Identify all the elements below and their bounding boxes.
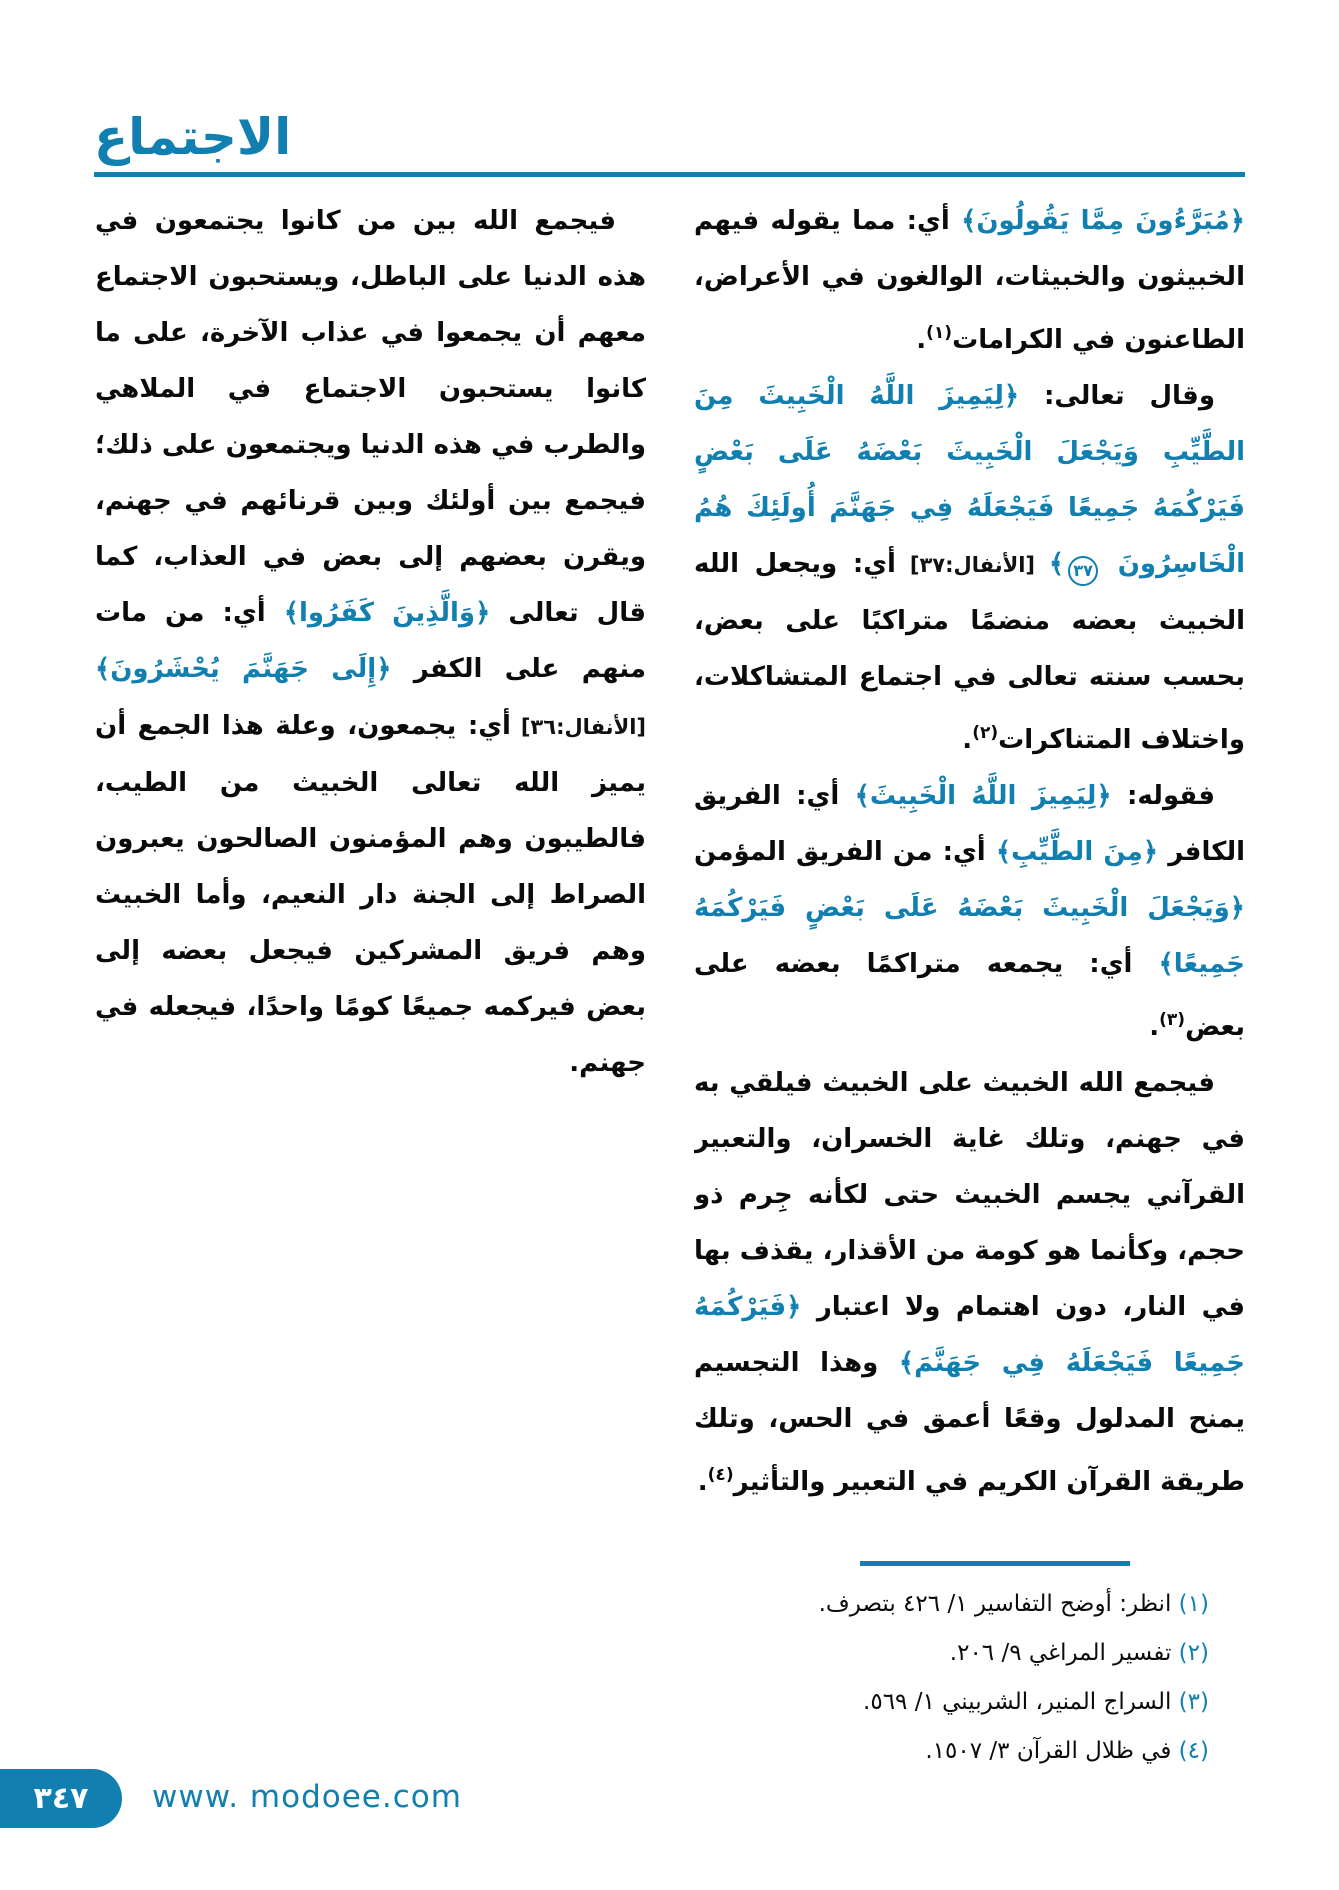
footnote-item [694, 1678, 1245, 1727]
text-run: . [697, 1467, 708, 1497]
text-run: أي: مما يقوله فيهم الخبيثون والخبيثات، الوالغون في الأعراض، الطاعنون في الكرامات [694, 206, 1245, 355]
footnote-text: في ظلال القرآن ٣/ ١٥٠٧. [925, 1738, 1179, 1764]
verse-reference: [الأنفال:٣٧] [895, 553, 1049, 577]
paragraph [694, 193, 1245, 368]
page-number-tab [0, 1769, 122, 1828]
paragraph [694, 368, 1245, 768]
quran-quote-run: ﴿لِيَمِيزَ اللَّهُ الْخَبِيثَ﴾ [854, 781, 1112, 811]
quran-quote-run: ﴿لِيَمِيزَ اللَّهُ الْخَبِيثَ مِنَ الطَّيِّبِ وَيَجْعَلَ الْخَبِيثَ بَعْضَهُ عَلَى بَعْضٍ فَيَرْكُمَهُ جَمِيعًا فَيَجْعَلَهُ فِي جَهَنَّمَ أُولَئِكَ هُمُ الْخَاسِرُونَ [694, 381, 1245, 579]
text-run: فيجمع الله الخبيث على الخبيث فيلقي به في جهنم، وتلك غاية الخسران، والتعبير القرآني يجسم الخبيث حتى لكأنه جِرم ذو حجم، وكأنما هو كومة من الأقذار، يقذف بها في النار، دون اهتمام ولا اعتبار [694, 1068, 1245, 1322]
footnotes-list [694, 1580, 1245, 1776]
footnote-marker: (٤) [707, 1465, 734, 1485]
text-run: فيجمع الله بين من كانوا يجتمعون في هذه الدنيا على الباطل، ويستحبون الاجتماع معهم أن يجمعوا في عذاب الآخرة، على ما كانوا يستحبون الاجتماع في الملاهي والطرب في هذه الدنيا ويجتمعون على ذلك؛ فيجمع بين أولئك وبين قرنائهم في جهنم، ويقرن بعضهم إلى بعض في العذاب، كما قال تعالى [95, 206, 646, 628]
footnote-marker: (٣) [1159, 1010, 1186, 1030]
text-run: أي: ويجعل الله الخبيث بعضه منضمًا متراكبًا على بعض، بحسب سنته تعالى في اجتماع المتشاكلات، واختلاف المتناكرات [694, 549, 1245, 755]
text-run: أي: من الفريق المؤمن [694, 837, 996, 867]
footnote-text: تفسير المراغي ٩/ ٢٠٦. [949, 1640, 1179, 1666]
ayah-number-badge: ٣٧ [1068, 556, 1098, 586]
paragraph [694, 1055, 1245, 1510]
footnote-item [694, 1727, 1245, 1776]
footnote-number: (٣) [1178, 1689, 1209, 1715]
quran-quote-run: ﴿مِنَ الطَّيِّبِ﴾ [995, 837, 1159, 867]
quran-quote-run: ﴿فَيَرْكُمَهُ جَمِيعًا فَيَجْعَلَهُ فِي جَهَنَّمَ﴾ [694, 1292, 1245, 1378]
column-left-body [95, 193, 646, 1097]
footnote-number: (١) [1178, 1591, 1209, 1617]
website-url: www. modoee.com [152, 1779, 462, 1815]
footnote-text: السراج المنير، الشربيني ١/ ٥٦٩. [863, 1689, 1179, 1715]
footnote-item [694, 1629, 1245, 1678]
text-run: . [916, 325, 927, 355]
quran-quote-run: ﴿وَيَجْعَلَ الْخَبِيثَ بَعْضَهُ عَلَى بَعْضٍ فَيَرْكُمَهُ جَمِيعًا﴾ [694, 893, 1245, 979]
quran-quote-run: ﴿إِلَى جَهَنَّمَ يُحْشَرُونَ﴾ [95, 654, 392, 684]
verse-reference: [الأنفال:٣٦] [510, 715, 646, 739]
paragraph [95, 193, 646, 1091]
text-run: أي: يجمعه متراكمًا بعضه على بعض [694, 949, 1245, 1042]
footnote-number: (٢) [1178, 1640, 1209, 1666]
page-header [94, 82, 1245, 177]
quran-quote-run: ﴿مُبَرَّءُونَ مِمَّا يَقُولُونَ﴾ [961, 206, 1245, 236]
footnote-number: (٤) [1178, 1738, 1209, 1764]
text-run: فقوله: [1111, 781, 1215, 811]
page-number: ٣٤٧ [33, 1781, 89, 1816]
text-run: . [1149, 1012, 1160, 1042]
footnote-marker: (٢) [972, 723, 999, 743]
text-run: أي: يجمعون، وعلة هذا الجمع أن يميز الله تعالى الخبيث من الطيب، فالطيبون وهم المؤمنون الصالحون يعبرون الصراط إلى الجنة دار النعيم، وأما الخبيث وهم فريق المشركين فيجعل بعضه إلى بعض فيركمه جميعًا كومًا واحدًا، فيجعله في جهنم. [95, 711, 646, 1078]
quran-quote-run: ﴿وَالَّذِينَ كَفَرُوا﴾ [283, 598, 491, 628]
page-title: الاجتماع [94, 108, 292, 166]
text-run: وهذا التجسيم يمنح المدلول وقعًا أعمق في الحس، وتلك طريقة القرآن الكريم في التعبير والتأثير [694, 1348, 1245, 1497]
footnotes-divider [860, 1561, 1130, 1566]
column-left [95, 193, 646, 1097]
text-run: . [962, 725, 973, 755]
column-right-body [694, 193, 1245, 1537]
footnotes-section [694, 1561, 1245, 1776]
column-right [694, 193, 1245, 1776]
text-run: أي: الفريق الكافر [694, 781, 1245, 867]
footnote-marker: (١) [926, 323, 953, 343]
footnote-text: انظر: أوضح التفاسير ١/ ٤٢٦ بتصرف. [818, 1591, 1179, 1617]
text-run: أي: من مات منهم على الكفر [95, 598, 646, 684]
quran-quote-run: ﴾ [1048, 549, 1065, 579]
text-run: وقال تعالى: [1019, 381, 1215, 411]
paragraph [694, 768, 1245, 1055]
footnote-item [694, 1580, 1245, 1629]
text-columns [94, 193, 1245, 1776]
